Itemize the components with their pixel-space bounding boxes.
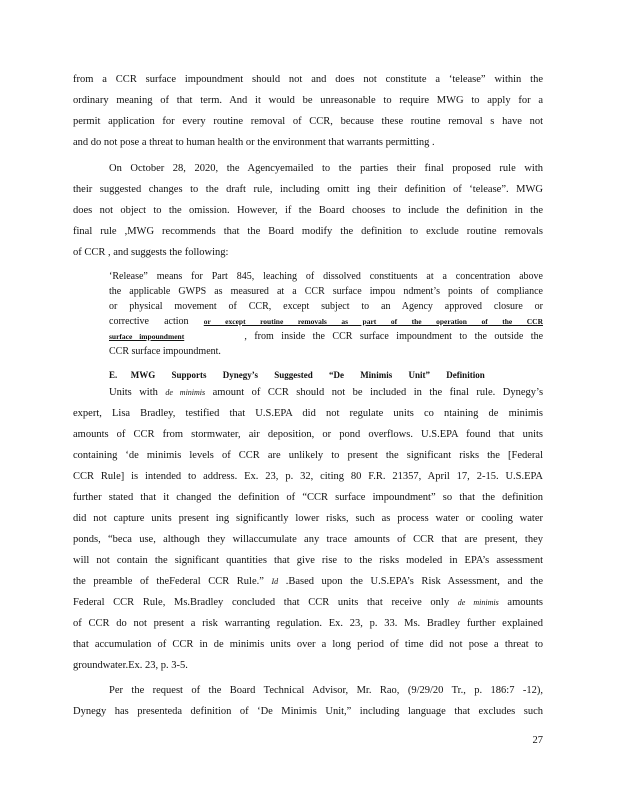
body-text-line: Dynegy has presenteda definition of ‘De Minimis Unit,” including language that excludes such (73, 706, 543, 717)
body-text-line: did not capture units present ing significantly lower risks, such as process water or cooling water (73, 513, 543, 524)
body-text-line: does not object to the omission. However, if the Board chooses to include the definition in the (73, 205, 543, 216)
body-text-line: Per the request of the Board Technical Advisor, Mr. Rao, (9/29/20 Tr., p. 186:7 -12), (109, 685, 543, 696)
section-heading (109, 368, 543, 382)
body-text-line: from a CCR surface impoundment should not and does not constitute a ‘telease” within the (73, 74, 543, 85)
body-text-line: their suggested changes to the draft rule, including omitt ing their definition of ‘telease”. MWG (73, 184, 543, 195)
body-text-line: ordinary meaning of that term. And it would be unreasonable to require MWG to apply for a (73, 95, 543, 106)
body-text-line: permit application for every routine removal of CCR, because these routine removal s have not (73, 116, 543, 127)
body-text-line (73, 575, 543, 589)
body-text-line: further stated that it changed the definition of “CCR surface impoundment” so that the definition (73, 492, 543, 503)
quote-line (109, 330, 543, 343)
italic-term: Id (271, 577, 279, 586)
quote-text: , from inside the CCR surface impoundment to the outside the (244, 331, 543, 342)
quote-line: CCR surface impoundment. (109, 346, 221, 357)
body-text: amount of CCR should not be included in the final rule. Dynegy’s (212, 387, 543, 398)
section-title: MWG Supports Dynegy’s Suggested “De Minimis Unit” Definition (130, 370, 485, 380)
body-text-line: of CCR , and suggests the following: (73, 247, 229, 258)
body-text: Units with (109, 387, 158, 398)
body-text-line: On October 28, 2020, the Agencyemailed to the parties their final proposed rule with (109, 163, 543, 174)
body-text: Federal CCR Rule, Ms.Bradley concluded that CCR units that receive only (73, 597, 450, 608)
body-text-line: that accumulation of CCR in de minimis units over a long period of time did not pose a threat to (73, 639, 543, 650)
body-text-line: CCR Rule] is intended to address. Ex. 23, p. 32, citing 80 F.R. 21357, April 17, 2-15. U.S.EPA (73, 471, 543, 482)
quote-line: ‘Release” means for Part 845, leaching of dissolved constituents at a concentration above (109, 271, 543, 282)
body-text-line (73, 596, 543, 610)
body-text-line: and do not pose a threat to human health or the environment that warrants permitting . (73, 137, 435, 148)
quote-inserted-text: or except routine removals as part of the operation of the CCR (203, 317, 543, 326)
body-text: amounts (507, 597, 543, 608)
italic-term: de minimis (457, 598, 499, 607)
body-text-line: ponds, “beca use, although they willaccumulate any trace amounts of CCR that are present, they (73, 534, 543, 545)
body-text-line: containing ‘de minimis levels of CCR are unlikely to present the significant risks the [Federal (73, 450, 543, 461)
quote-text: corrective action (109, 316, 189, 327)
body-text-line: of CCR do not present a risk warranting regulation. Ex. 23, p. 33. Ms. Bradley further explained (73, 618, 543, 629)
body-text-line: amounts of CCR from stormwater, air deposition, or pond overflows. U.S.EPA found that units (73, 429, 543, 440)
body-text: the preamble of theFederal CCR Rule.” (73, 576, 264, 587)
body-text-line: expert, Lisa Bradley, testified that U.S.EPA did not regulate units co ntaining de minimis (73, 408, 543, 419)
page-number: 27 (532, 735, 543, 746)
body-text-line: groundwater.Ex. 23, p. 3-5. (73, 660, 188, 671)
section-letter: E. (109, 370, 118, 380)
quote-line: the applicable GWPS as measured at a CCR surface impou ndment’s points of compliance (109, 286, 543, 297)
italic-term: de minimis (165, 388, 206, 397)
body-text: .Based upon the U.S.EPA’s Risk Assessment, and the (285, 576, 543, 587)
quote-line: or physical movement of CCR, except subject to an Agency approved closure or (109, 301, 543, 312)
body-text-line: will not contain the significant quantities that give rise to the risks modeled in EPA’s assessment (73, 555, 543, 566)
quote-line (109, 315, 543, 328)
quote-inserted-text: surface impoundment (109, 332, 185, 341)
body-text-line: final rule ,MWG recommends that the Board modify the definition to exclude routine removals (73, 226, 543, 237)
body-text-line (109, 386, 543, 400)
